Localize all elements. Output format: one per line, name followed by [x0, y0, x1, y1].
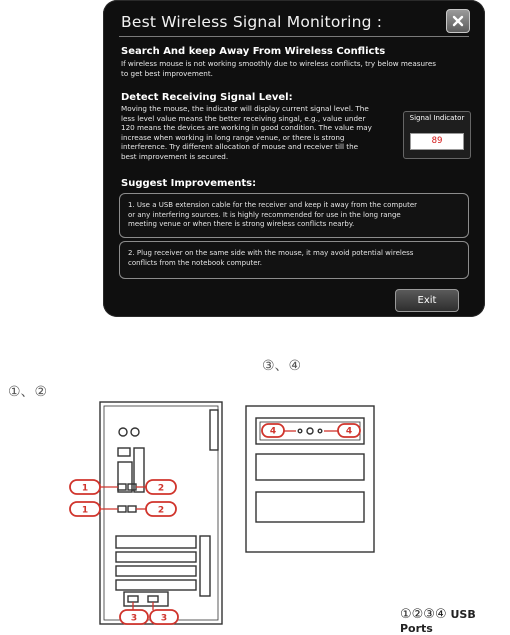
section-heading-improvements: Suggest Improvements:: [121, 178, 257, 189]
caption-text: USB Ports: [400, 608, 476, 635]
signal-indicator-panel: [403, 111, 471, 159]
usb-callout-2b: [146, 502, 176, 516]
dialog-title: Best Wireless Signal Monitoring :: [121, 13, 383, 31]
svg-text:1: 1: [81, 483, 89, 494]
text-line: 120 means the devices are working in good condition. The value may: [121, 123, 372, 133]
text-line: If wireless mouse is not working smoothly due to wireless conflicts, try below measures: [121, 59, 437, 68]
signal-indicator-label: Signal Indicator: [409, 114, 465, 122]
signal-monitoring-dialog: [103, 0, 485, 317]
tip-box-2: [119, 241, 469, 279]
pc-front-panel-illustration: [242, 404, 378, 554]
text-line: meeting venue or when there is strong wireless conflicts nearby.: [128, 220, 355, 229]
usb-callout-1b: [70, 502, 100, 516]
text-line: interference. Try different allocation of mouse and receiver till the: [121, 142, 359, 152]
rear-ports-marker: ①、②: [8, 384, 48, 400]
usb-callout-2a: [146, 480, 176, 494]
svg-text:4: 4: [345, 426, 353, 437]
caption-numbers: ①②③④: [400, 607, 447, 622]
text-line: to get best improvement.: [121, 68, 213, 78]
usb-callout-1a: [70, 480, 100, 494]
svg-text:2: 2: [157, 505, 165, 516]
text-line: or any interfering sources. It is highly recommended for use in the long range: [128, 210, 401, 219]
svg-text:1: 1: [81, 505, 89, 516]
svg-text:2: 2: [157, 483, 165, 494]
tip-text-1: [128, 201, 460, 230]
pc-rear-panel-illustration: [60, 396, 250, 627]
text-line: Moving the mouse, the indicator will display current signal level. The: [121, 104, 369, 113]
svg-text:3: 3: [130, 613, 138, 624]
usb-callout-3a: [120, 610, 148, 624]
section-text-conflicts: [121, 59, 471, 78]
text-line: less level value means the better receiving singal, e.g., value under: [121, 113, 366, 123]
section-heading-signal: Detect Receiving Signal Level:: [121, 92, 293, 103]
close-button[interactable]: [446, 9, 470, 33]
usb-callout-4b: [338, 424, 360, 437]
exit-button[interactable]: Exit: [395, 289, 459, 312]
usb-callout-4a: [262, 424, 284, 437]
usb-callout-3b: [150, 610, 178, 624]
tip-box-1: [119, 193, 469, 238]
tip-text-2: [128, 249, 460, 268]
signal-indicator-value: 89: [410, 133, 464, 150]
text-line: increase when working in long range venue, or there is strong: [121, 132, 345, 142]
svg-text:3: 3: [160, 613, 168, 624]
title-divider: [119, 36, 469, 37]
usb-ports-caption: [400, 607, 510, 635]
close-icon: [452, 15, 464, 27]
text-line: best improvement is secured.: [121, 151, 229, 161]
section-text-signal: [121, 104, 403, 162]
text-line: 2. Plug receiver on the same side with the mouse, it may avoid potential wireless: [128, 249, 414, 257]
section-heading-conflicts: Search And keep Away From Wireless Conflicts: [121, 46, 386, 57]
text-line: conflicts from the notebook computer.: [128, 258, 263, 267]
front-ports-marker: ③、④: [262, 358, 302, 374]
text-line: 1. Use a USB extension cable for the receiver and keep it away from the computer: [128, 201, 418, 209]
svg-text:4: 4: [269, 426, 277, 437]
